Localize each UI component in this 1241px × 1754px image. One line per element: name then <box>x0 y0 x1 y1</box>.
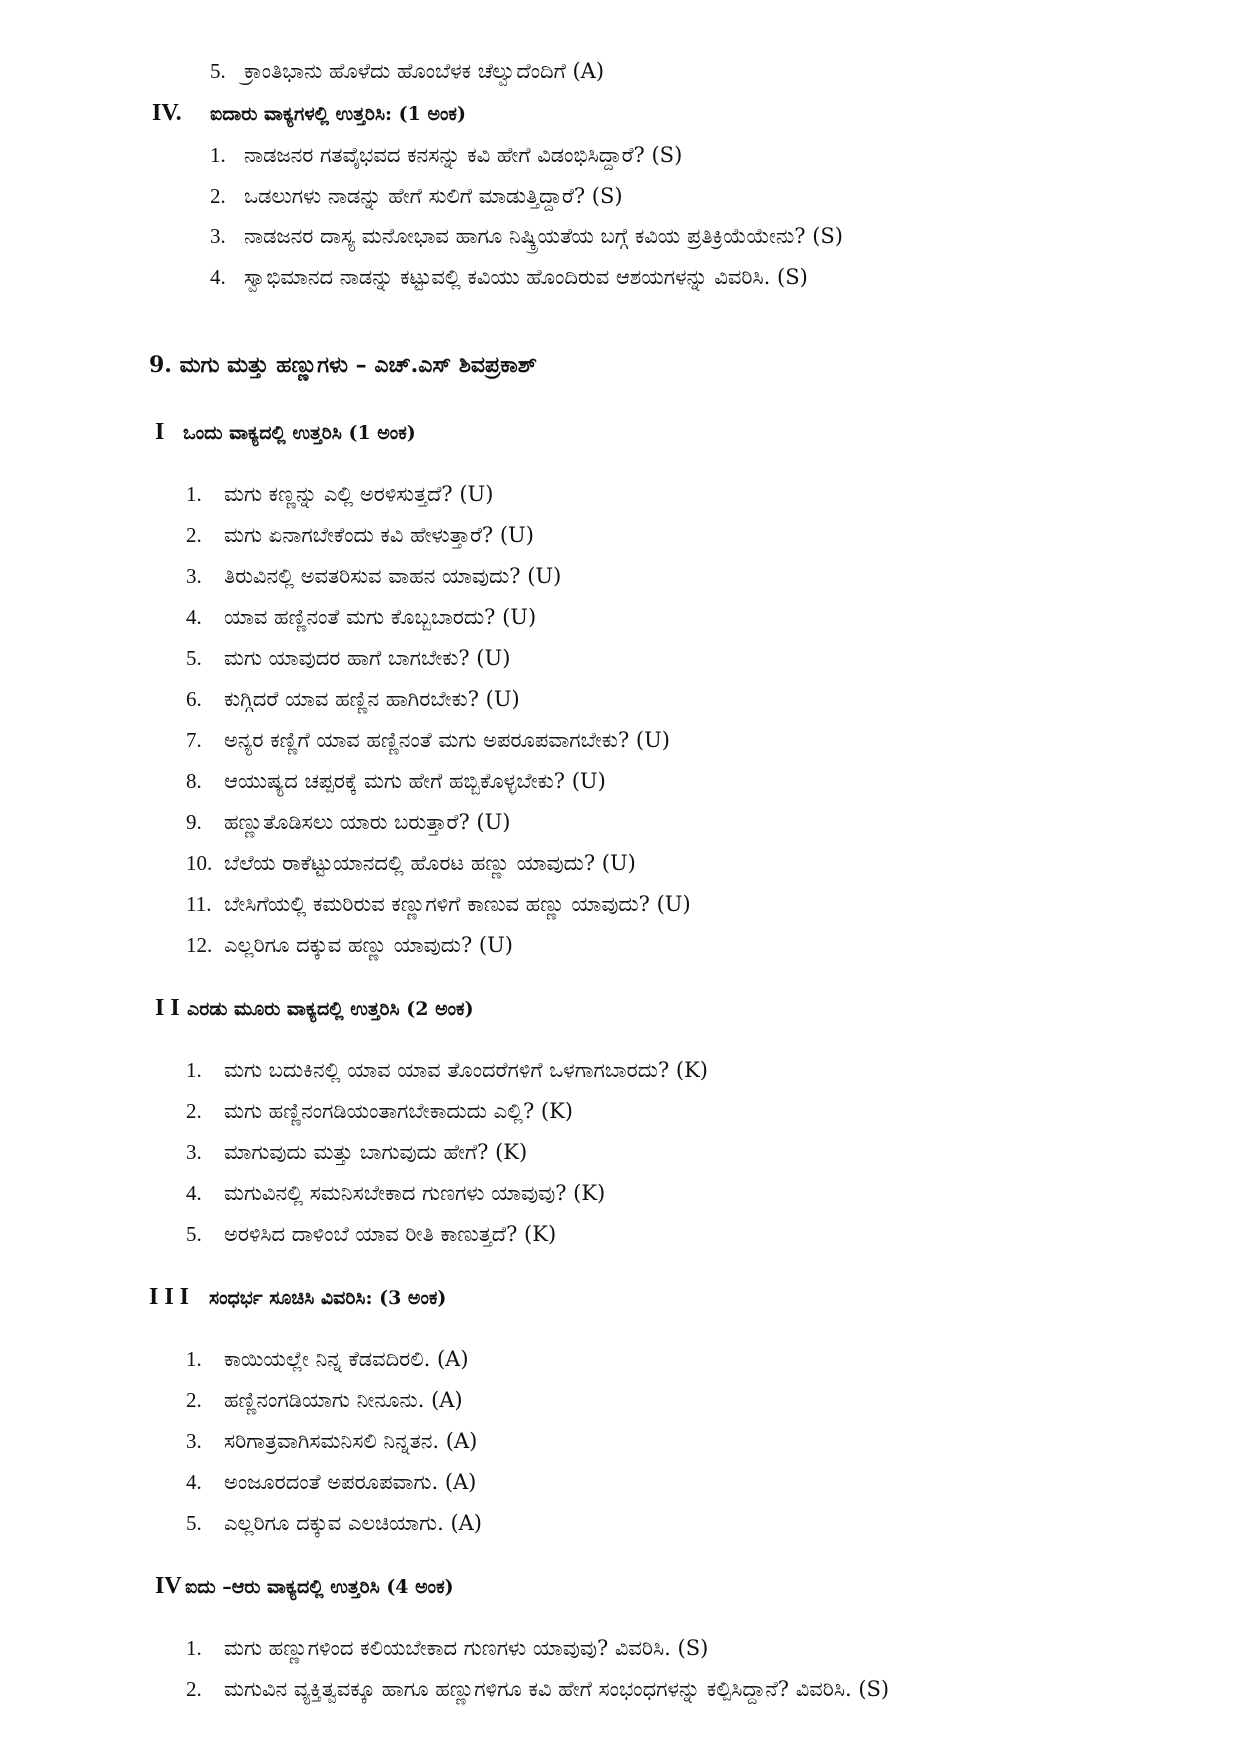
item-number: 3. <box>186 564 202 588</box>
item-number: 4. <box>186 1470 202 1494</box>
list-item <box>186 1468 476 1496</box>
item-text: ಅರಳಿಸಿದ ದಾಳಿಂಬೆ ಯಾವ ರೀತಿ ಕಾಣುತ್ತದೆ? (K) <box>224 1222 557 1246</box>
section-heading <box>155 994 474 1023</box>
item-number: 1. <box>186 482 202 506</box>
list-item <box>210 141 682 169</box>
item-text: ಅಂಜೂರದಂತೆ ಅಪರೂಪವಾಗು. (A) <box>224 1470 477 1494</box>
item-text: ಮಗುವಿನ ವ್ಯಕ್ತಿತ್ವವಕ್ಕೂ ಹಾಗೂ ಹಣ್ಣುಗಳಿಗೂ ಕವಿ ಹೇಗೆ ಸಂಭಂಧಗಳನ್ನು ಕಲ್ಪಿಸಿದ್ದಾನೆ? ವಿವರಿಸಿ. (S) <box>224 1677 890 1701</box>
item-number: 2. <box>210 184 226 208</box>
section-heading-text: ಎರಡು ಮೂರು ವಾಕ್ಯದಲ್ಲಿ ಉತ್ತರಿಸಿ (2 ಅಂಕ) <box>187 998 474 1020</box>
item-text: ಅನ್ಯರ ಕಣ್ಣಿಗೆ ಯಾವ ಹಣ್ಣಿನಂತೆ ಮಗು ಅಪರೂಪವಾಗಬೇಕು? (U) <box>224 728 671 752</box>
item-number: 5. <box>186 646 202 670</box>
item-number: 3. <box>210 224 226 248</box>
item-text: ಆಯುಷ್ಯದ ಚಪ್ಪರಕ್ಕೆ ಮಗು ಹೇಗೆ ಹಬ್ಬಿಕೊಳ್ಳಬೇಕು? (U) <box>224 769 606 793</box>
item-text: ಬೇಸಿಗೆಯಲ್ಲಿ ಕಮರಿರುವ ಕಣ್ಣುಗಳಿಗೆ ಕಾಣುವ ಹಣ್ಣು ಯಾವುದು? (U) <box>224 892 691 916</box>
list-item <box>186 890 691 918</box>
lesson-title: 9. ಮಗು ಮತ್ತು ಹಣ್ಣುಗಳು – ಎಚ್.ಎಸ್ ಶಿವಪ್ರಕಾಶ್ <box>149 352 537 378</box>
item-number: 10. <box>186 851 213 875</box>
item-number: 9. <box>186 810 202 834</box>
item-number: 5. <box>186 1511 202 1535</box>
item-number: 2. <box>186 523 202 547</box>
item-number: 3. <box>186 1429 202 1453</box>
item-text: ಮಗು ಹಣ್ಣಿನಂಗಡಿಯಂತಾಗಬೇಕಾದುದು ಎಲ್ಲಿ? (K) <box>224 1099 573 1123</box>
item-number: 7. <box>186 728 202 752</box>
list-item <box>186 767 606 795</box>
section-heading <box>155 418 416 447</box>
list-item <box>186 1675 889 1703</box>
section-roman: IV. <box>152 100 182 126</box>
list-item <box>210 182 623 210</box>
item-number: 12. <box>186 933 213 957</box>
list-item <box>186 808 510 836</box>
item-number: 6. <box>186 687 202 711</box>
item-text: ಕಾಯಿಯಲ್ಲೇ ನಿನ್ನ ಕೆಡವದಿರಲಿ. (A) <box>224 1347 469 1371</box>
item-text: ಮಗು ಏನಾಗಬೇಕೆಂದು ಕವಿ ಹೇಳುತ್ತಾರೆ? (U) <box>224 523 534 547</box>
item-number: 8. <box>186 769 202 793</box>
list-item <box>186 1179 605 1207</box>
list-item <box>186 562 561 590</box>
list-item <box>210 263 808 291</box>
item-text: ಮಗು ಬದುಕಿನಲ್ಲಿ ಯಾವ ಯಾವ ತೊಂದರೆಗಳಿಗೆ ಒಳಗಾಗಬಾರದು? (K) <box>224 1058 708 1082</box>
item-number: 5. <box>210 59 226 83</box>
item-number: 1. <box>186 1636 202 1660</box>
item-text: ಒಡಲುಗಳು ನಾಡನ್ನು ಹೇಗೆ ಸುಲಿಗೆ ಮಾಡುತ್ತಿದ್ದಾರೆ? (S) <box>244 184 623 208</box>
item-text: ಮಗು ಯಾವುದರ ಹಾಗೆ ಬಾಗಬೇಕು? (U) <box>224 646 511 670</box>
item-number: 1. <box>210 143 226 167</box>
list-item <box>186 1386 463 1414</box>
item-number: 2. <box>186 1099 202 1123</box>
item-number: 2. <box>186 1677 202 1701</box>
section-roman: I I <box>155 995 180 1021</box>
list-item <box>186 726 670 754</box>
item-text: ಹಣ್ಣುತೊಡಿಸಲು ಯಾರು ಬರುತ್ತಾರೆ? (U) <box>224 810 511 834</box>
item-text: ಸರಿಗಾತ್ರವಾಗಿಸಮನಿಸಲಿ ನಿನ್ನತನ. (A) <box>224 1429 478 1453</box>
item-text: ಎಲ್ಲರಿಗೂ ದಕ್ಕುವ ಎಲಚಿಯಾಗು. (A) <box>224 1511 483 1535</box>
item-text: ಯಾವ ಹಣ್ಣಿನಂತೆ ಮಗು ಕೊಬ್ಬಬಾರದು? (U) <box>224 605 537 629</box>
item-text: ನಾಡಜನರ ಗತವೈಭವದ ಕನಸನ್ನು ಕವಿ ಹೇಗೆ ವಿಡಂಭಿಸಿದ್ದಾರೆ? (S) <box>244 143 683 167</box>
item-number: 1. <box>186 1058 202 1082</box>
list-item <box>186 1509 482 1537</box>
item-text: ಸ್ವಾಭಿಮಾನದ ನಾಡನ್ನು ಕಟ್ಟುವಲ್ಲಿ ಕವಿಯು ಹೊಂದಿರುವ ಆಶಯಗಳನ್ನು ವಿವರಿಸಿ. (S) <box>244 265 808 289</box>
list-item <box>186 644 510 672</box>
item-text: ಎಲ್ಲರಿಗೂ ದಕ್ಕುವ ಹಣ್ಣು ಯಾವುದು? (U) <box>224 933 513 957</box>
list-item <box>186 521 534 549</box>
item-number: 1. <box>186 1347 202 1371</box>
list-item <box>186 1097 573 1125</box>
section-roman: I I I <box>149 1284 190 1310</box>
list-item <box>186 1427 477 1455</box>
item-number: 4. <box>210 265 226 289</box>
item-number: 11. <box>186 892 212 916</box>
list-item <box>186 1056 708 1084</box>
list-item <box>186 1138 527 1166</box>
section-heading-text: ಒಂದು ವಾಕ್ಯದಲ್ಲಿ ಉತ್ತರಿಸಿ (1 ಅಂಕ) <box>183 422 416 444</box>
item-text: ಮಾಗುವುದು ಮತ್ತು ಬಾಗುವುದು ಹೇಗೆ? (K) <box>224 1140 528 1164</box>
list-item <box>186 1220 556 1248</box>
list-item <box>186 931 513 959</box>
section-heading-text: ಐದು –ಆರು ವಾಕ್ಯದಲ್ಲಿ ಉತ್ತರಿಸಿ (4 ಅಂಕ) <box>185 1576 454 1598</box>
item-number: 2. <box>186 1388 202 1412</box>
section-heading <box>149 1283 446 1312</box>
item-text: ನಾಡಜನರ ದಾಸ್ಯ ಮನೋಭಾವ ಹಾಗೂ ನಿಷ್ಕ್ರಿಯತೆಯ ಬಗ್ಗೆ ಕವಿಯ ಪ್ರತಿಕ್ರಿಯೆಯೇನು? (S) <box>244 224 843 248</box>
section-roman: IV <box>155 1573 182 1599</box>
item-text: ಮಗು ಕಣ್ಣನ್ನು ಎಲ್ಲಿ ಅರಳಿಸುತ್ತದೆ? (U) <box>224 482 494 506</box>
item-text: ಮಗುವಿನಲ್ಲಿ ಸಮನಿಸಬೇಕಾದ ಗುಣಗಳು ಯಾವುವು? (K) <box>224 1181 606 1205</box>
list-item <box>210 57 604 85</box>
list-item <box>186 1634 708 1662</box>
list-item <box>186 480 493 508</box>
item-text: ಕುಗ್ಗಿದರೆ ಯಾವ ಹಣ್ಣಿನ ಹಾಗಿರಬೇಕು? (U) <box>224 687 520 711</box>
list-item <box>186 685 520 713</box>
list-item <box>186 1345 469 1373</box>
item-number: 4. <box>186 605 202 629</box>
list-item <box>186 849 636 877</box>
item-text: ಹಣ್ಣಿನಂಗಡಿಯಾಗು ನೀನೂನು. (A) <box>224 1388 463 1412</box>
list-item <box>210 222 843 250</box>
section-heading <box>155 1572 454 1601</box>
item-text: ತಿರುವಿನಲ್ಲಿ ಅವತರಿಸುವ ವಾಹನ ಯಾವುದು? (U) <box>224 564 562 588</box>
section-heading-text: ಸಂಧರ್ಭ ಸೂಚಿಸಿ ವಿವರಿಸಿ: (3 ಅಂಕ) <box>209 1287 447 1309</box>
item-text: ಕ್ರಾಂತಿಭಾನು ಹೊಳೆದು ಹೊಂಬೆಳಕ ಚೆಲ್ವುದೆಂದಿಗೆ (A) <box>244 59 605 83</box>
section-heading <box>152 99 466 128</box>
item-text: ಮಗು ಹಣ್ಣುಗಳಿಂದ ಕಲಿಯಬೇಕಾದ ಗುಣಗಳು ಯಾವುವು? ವಿವರಿಸಿ. (S) <box>224 1636 709 1660</box>
section-roman: I <box>155 419 165 445</box>
list-item <box>186 603 536 631</box>
item-number: 3. <box>186 1140 202 1164</box>
section-heading-text: ಐದಾರು ವಾಕ್ಯಗಳಲ್ಲಿ ಉತ್ತರಿಸಿ: (1 ಅಂಕ) <box>210 103 466 125</box>
item-number: 4. <box>186 1181 202 1205</box>
item-text: ಬೆಲೆಯ ರಾಕೆಟ್ಟುಯಾನದಲ್ಲಿ ಹೊರಟ ಹಣ್ಣು ಯಾವುದು? (U) <box>224 851 636 875</box>
item-number: 5. <box>186 1222 202 1246</box>
